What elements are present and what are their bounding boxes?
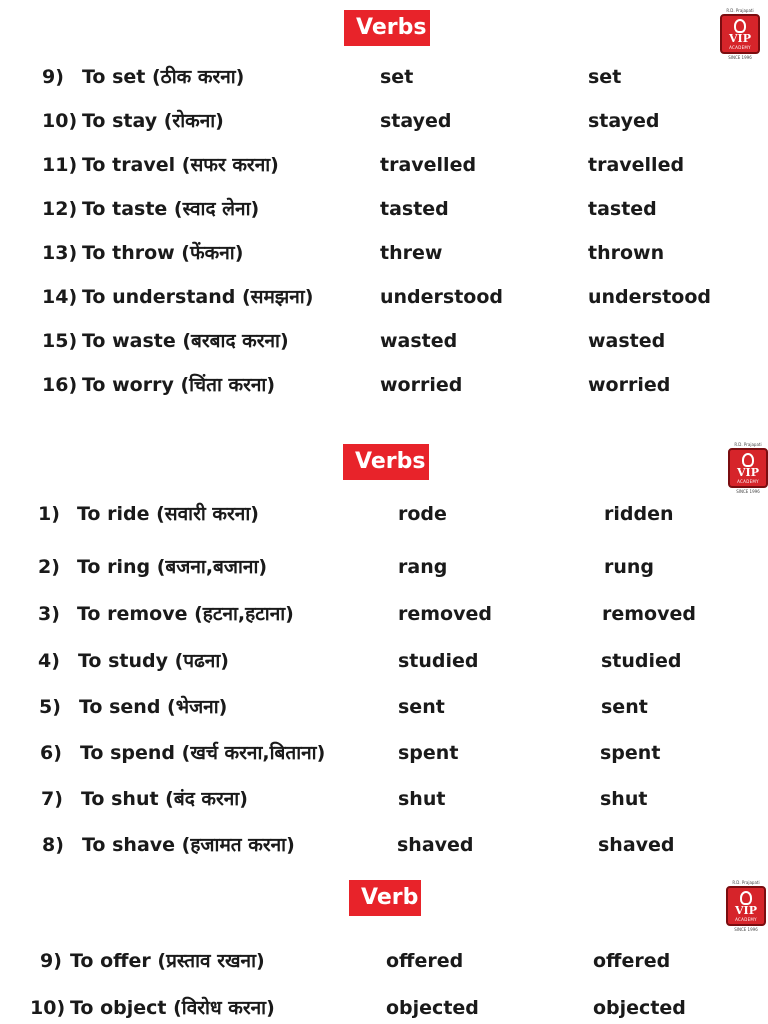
verb-past: stayed: [380, 110, 452, 132]
row-number: 4): [38, 650, 60, 672]
lamp-icon: [734, 19, 746, 33]
verb-participle: offered: [593, 950, 671, 972]
verb-participle: stayed: [588, 110, 660, 132]
verbs-section-1: [0, 0, 768, 420]
verbs-section-3: [0, 872, 768, 1024]
row-number: 14): [42, 286, 78, 308]
verb-base: To remove (हटना,हटाना): [77, 603, 294, 625]
verb-base: To throw (फेंकना): [82, 242, 244, 264]
verbs-section-2: [0, 440, 768, 870]
verb-participle: rung: [604, 556, 655, 578]
row-number: 9): [40, 950, 62, 972]
verb-participle: understood: [588, 286, 712, 308]
verb-participle: shaved: [598, 834, 675, 856]
verb-row: [0, 830, 768, 860]
verb-row: [0, 238, 768, 268]
verb-participle: wasted: [588, 330, 666, 352]
verb-row: [0, 106, 768, 136]
verb-base: To stay (रोकना): [82, 110, 224, 132]
verb-base: To worry (चिंता करना): [82, 374, 275, 396]
section-heading: Verb: [349, 880, 421, 916]
verb-base: To shut (बंद करना): [81, 788, 248, 810]
verb-past: rang: [398, 556, 448, 578]
verb-row: [0, 646, 768, 676]
section-heading: Verbs: [343, 444, 429, 480]
verb-participle: spent: [600, 742, 661, 764]
verb-base: To send (भेजना): [79, 696, 228, 718]
verb-participle: studied: [601, 650, 682, 672]
row-number: 10): [30, 997, 66, 1019]
row-number: 12): [42, 198, 78, 220]
verb-row: [0, 150, 768, 180]
row-number: 3): [38, 603, 60, 625]
verb-past: travelled: [380, 154, 477, 176]
verb-row: [0, 692, 768, 722]
verb-past: offered: [386, 950, 464, 972]
verb-participle: shut: [600, 788, 648, 810]
row-number: 8): [42, 834, 64, 856]
verb-base: To understand (समझना): [82, 286, 314, 308]
verb-base: To travel (सफर करना): [82, 154, 279, 176]
verb-base: To object (विरोध करना): [70, 997, 275, 1019]
vip-academy-logo: R.D. Prajapati VIP ACADEMY SINCE 1996: [728, 442, 768, 498]
verb-row: [0, 946, 768, 976]
row-number: 5): [39, 696, 61, 718]
row-number: 1): [38, 503, 60, 525]
section-heading: Verbs: [344, 10, 430, 46]
verb-participle: objected: [593, 997, 686, 1019]
verb-participle: thrown: [588, 242, 665, 264]
lamp-icon: [740, 891, 752, 905]
verb-row: [0, 326, 768, 356]
row-number: 6): [40, 742, 62, 764]
verb-participle: ridden: [604, 503, 674, 525]
verb-base: To set (ठीक करना): [82, 66, 245, 88]
verb-past: set: [380, 66, 414, 88]
verb-base: To study (पढना): [78, 650, 229, 672]
row-number: 16): [42, 374, 78, 396]
verb-participle: travelled: [588, 154, 685, 176]
row-number: 2): [38, 556, 60, 578]
verb-past: worried: [380, 374, 463, 396]
vip-academy-logo: R.D. Prajapati VIP ACADEMY SINCE 1996: [720, 8, 760, 64]
verb-base: To taste (स्वाद लेना): [82, 198, 260, 220]
verb-base: To ring (बजना,बजाना): [77, 556, 268, 578]
verb-past: wasted: [380, 330, 458, 352]
vip-academy-logo: R.D. Prajapati VIP ACADEMY SINCE 1996: [726, 880, 766, 936]
verb-participle: tasted: [588, 198, 657, 220]
verb-past: spent: [398, 742, 459, 764]
verb-past: threw: [380, 242, 443, 264]
verb-row: [0, 738, 768, 768]
verb-past: studied: [398, 650, 479, 672]
verb-row: [0, 599, 768, 629]
verb-past: shut: [398, 788, 446, 810]
lamp-icon: [742, 453, 754, 467]
row-number: 10): [42, 110, 78, 132]
row-number: 9): [42, 66, 64, 88]
verb-base: To offer (प्रस्ताव रखना): [70, 950, 265, 972]
verb-past: understood: [380, 286, 504, 308]
verb-row: [0, 370, 768, 400]
verb-row: [0, 784, 768, 814]
verb-base: To shave (हजामत करना): [82, 834, 295, 856]
verb-past: removed: [398, 603, 492, 625]
verb-participle: removed: [602, 603, 696, 625]
verb-past: rode: [398, 503, 447, 525]
verb-row: [0, 499, 768, 529]
verb-past: objected: [386, 997, 479, 1019]
verb-base: To ride (सवारी करना): [77, 503, 259, 525]
row-number: 13): [42, 242, 78, 264]
verb-base: To waste (बरबाद करना): [82, 330, 289, 352]
verb-participle: sent: [601, 696, 648, 718]
verb-row: [0, 552, 768, 582]
row-number: 7): [41, 788, 63, 810]
verb-row: [0, 194, 768, 224]
verb-past: tasted: [380, 198, 449, 220]
verb-past: shaved: [397, 834, 474, 856]
verb-row: [0, 62, 768, 92]
row-number: 15): [42, 330, 78, 352]
verb-base: To spend (खर्च करना,बिताना): [80, 742, 326, 764]
verb-participle: set: [588, 66, 622, 88]
row-number: 11): [42, 154, 78, 176]
verb-past: sent: [398, 696, 445, 718]
verb-row: [0, 282, 768, 312]
verb-participle: worried: [588, 374, 671, 396]
verb-row: [0, 993, 768, 1023]
